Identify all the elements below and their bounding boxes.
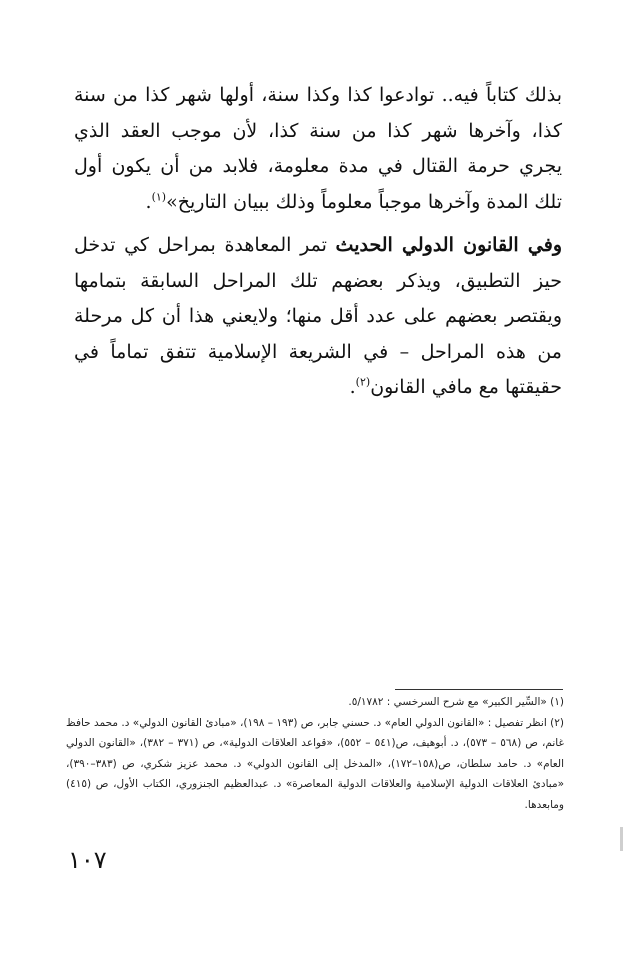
- footnote-ref-1: (١): [151, 190, 167, 204]
- footnote-separator: [395, 689, 563, 690]
- paragraph-2: [74, 228, 562, 406]
- paragraph-2-end: .: [349, 376, 356, 398]
- page-number: ١٠٧: [68, 846, 107, 874]
- paragraph-2-term: وفي القانون الدولي الحديث: [335, 234, 562, 256]
- main-text: [74, 78, 562, 406]
- footnote-1: (١) «السِّير الكبير» مع شرح السرخسي : ٥/١٧٨٢.: [348, 696, 564, 708]
- paragraph-1-end: .: [145, 190, 152, 213]
- paragraph-2-text: تمر المعاهدة بمراحل كي تدخل حيز التطبيق، ويذكر بعضهم تلك المراحل السابقة بتمامها ويقتصر بعضهم على عدد أقل منها؛ ولايعني هذا أن كل مرحلة من هذه المراحل – في الشريعة الإسلامية تتفق تماماً في حقيقتها مع مافي القانون: [74, 234, 562, 398]
- paragraph-1: [74, 78, 562, 220]
- paragraph-1-text: بذلك كتاباً فيه.. توادعوا كذا وكذا سنة، أولها شهر كذا من سنة كذا، وآخرها شهر كذا من سنة كذا، لأن موجب العقد الذي يجري حرمة القتال في مدة معلومة، فلابد من أن يكون أول تلك المدة وآخرها موجباً معلوماً وذلك ببيان التاريخ»: [74, 84, 562, 213]
- footnote-ref-2: (٢): [355, 375, 371, 389]
- footnotes: [66, 692, 564, 815]
- footnote-2: (٢) انظر تفصيل : «القانون الدولي العام» د. حسني جابر، ص (١٩٣ – ١٩٨)، «مبادئ القانون الدولي» د. محمد حافظ غانم، ص (٥٦٨ – ٥٧٣)، د. أبوهيف، ص(٥٤١ – ٥٥٢)، «قواعد العلاقات الدولية»، ص (٣٧١ – ٣٨٢)، «القانون الدولي العام» د. حامد سلطان، ص(١٥٨–١٧٢)، «المدخل إلى القانون الدولي» د. محمد عزيز شكري، ص (٣٨٣–٣٩٠)، «مبادئ العلاقات الدولية الإسلامية والعلاقات الدولية المعاصرة» د. عبدالعظيم الجنزوري، الكتاب الأول، ص (٤١٥) ومابعدها.: [66, 716, 564, 811]
